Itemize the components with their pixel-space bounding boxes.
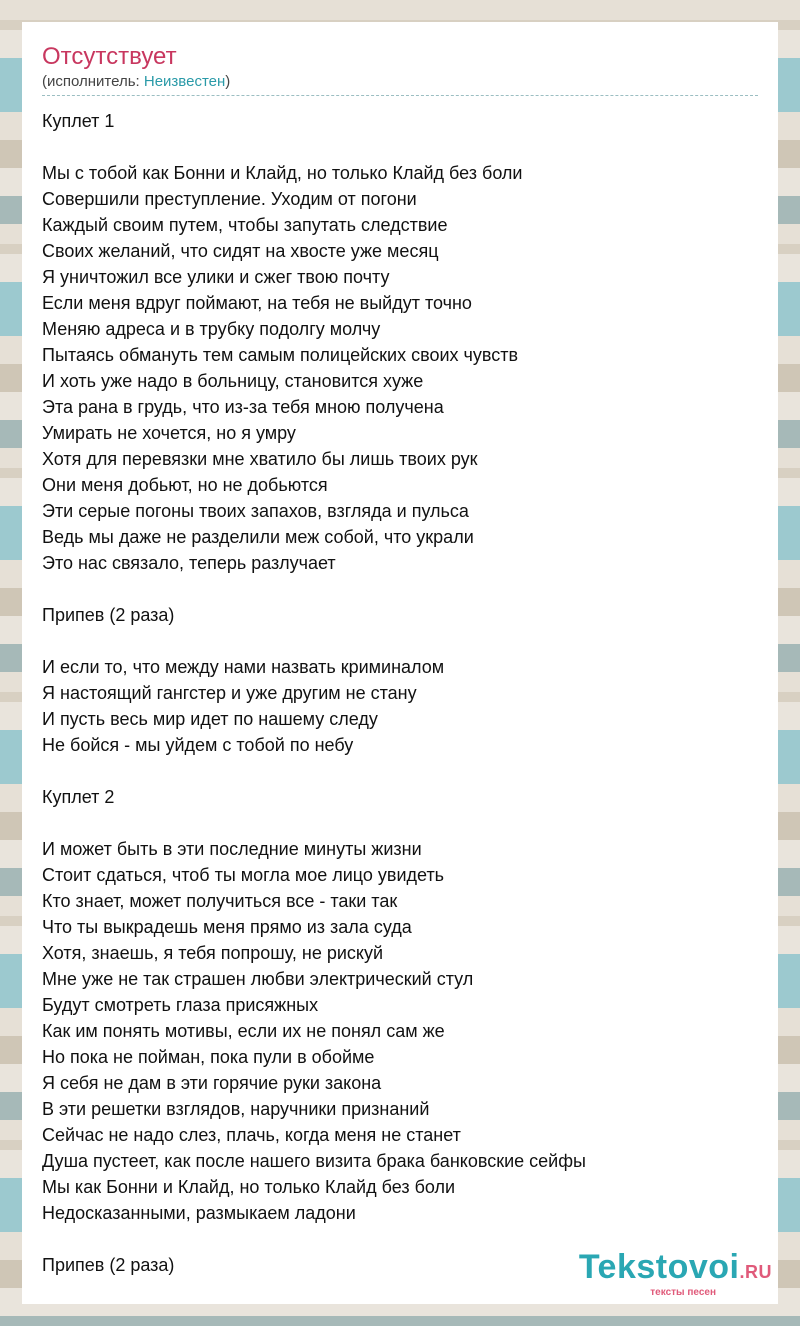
lyrics-line: Меняю адреса и в трубку подолгу молчу [42,319,381,339]
performer-prefix: (исполнитель: [42,73,144,90]
lyrics-line: Не бойся - мы уйдем с тобой по небу [42,735,354,755]
lyrics-line: Мне уже не так страшен любви электрический стул [42,969,474,989]
lyrics-line: И пусть весь мир идет по нашему следу [42,709,378,729]
lyrics-line: Пытаясь обмануть тем самым полицейских своих чувств [42,345,519,365]
lyrics-line: Совершили преступление. Уходим от погони [42,189,417,209]
lyrics-line: Каждый своим путем, чтобы запутать следствие [42,215,448,235]
lyrics-line: Но пока не пойман, пока пули в обойме [42,1047,375,1067]
lyrics-line: Что ты выкрадешь меня прямо из зала суда [42,917,412,937]
lyrics-line: И хоть уже надо в больницу, становится хуже [42,371,424,391]
lyrics-blank-line [42,628,758,654]
lyrics-line: И может быть в эти последние минуты жизни [42,839,422,859]
site-logo[interactable] [579,1250,772,1298]
lyrics-line: Я уничтожил все улики и сжег твою почту [42,267,390,287]
lyrics-line: Будут смотреть глаза присяжных [42,995,319,1015]
lyrics-line: Недосказанными, размыкаем ладони [42,1203,356,1223]
lyrics-text [42,108,758,1278]
logo-tld: .RU [739,1262,772,1282]
lyrics-line: Своих желаний, что сидят на хвосте уже месяц [42,241,439,261]
lyrics-line: Хотя для перевязки мне хватило бы лишь твоих рук [42,449,478,469]
lyrics-line: Ведь мы даже не разделили меж собой, что украли [42,527,474,547]
lyrics-blank-line [42,758,758,784]
lyrics-line: Мы как Бонни и Клайд, но только Клайд без боли [42,1177,456,1197]
performer-link[interactable]: Неизвестен [143,73,226,90]
lyrics-line: Хотя, знаешь, я тебя попрошу, не рискуй [42,943,384,963]
lyrics-line: Я себя не дам в эти горячие руки закона [42,1073,382,1093]
lyrics-line: Куплет 1 [42,111,115,131]
lyrics-line: И если то, что между нами назвать криминалом [42,657,445,677]
lyrics-line: Кто знает, может получиться все - таки так [42,891,398,911]
logo-name: Tekstovoi [578,1248,740,1286]
lyrics-line: Умирать не хочется, но я умру [42,423,296,443]
lyrics-line: Мы с тобой как Бонни и Клайд, но только Клайд без боли [42,163,523,183]
lyrics-blank-line [42,134,758,160]
lyrics-line: Припев (2 раза) [42,605,175,625]
lyrics-line: Сейчас не надо слез, плачь, когда меня не станет [42,1125,461,1145]
lyrics-line: В эти решетки взглядов, наручники признаний [42,1099,430,1119]
lyrics-blank-line [42,810,758,836]
performer-line [42,72,758,96]
performer-suffix: ) [225,73,231,90]
lyrics-line: Куплет 2 [42,787,115,807]
lyrics-line: Это нас связало, теперь разлучает [42,553,336,573]
lyrics-line: Эта рана в грудь, что из-за тебя мною получена [42,397,444,417]
lyrics-line: Если меня вдруг поймают, на тебя не выйдут точно [42,293,472,313]
song-title: Отсутствует [42,43,177,70]
lyrics-line: Я настоящий гангстер и уже другим не стану [42,683,417,703]
lyrics-line: Стоит сдаться, чтоб ты могла мое лицо увидеть [42,865,445,885]
lyrics-card [22,22,778,1304]
lyrics-line: Эти серые погоны твоих запахов, взгляда и пульса [42,501,469,521]
lyrics-line: Припев (2 раза) [42,1255,175,1275]
lyrics-line: Как им понять мотивы, если их не понял сам же [42,1021,445,1041]
lyrics-line: Они меня добьют, но не добьются [42,475,328,495]
lyrics-line: Душа пустеет, как после нашего визита брака банковские сейфы [42,1151,586,1171]
lyrics-blank-line [42,576,758,602]
logo-tagline: тексты песен [650,1287,716,1298]
logo-wordmark [579,1250,772,1289]
